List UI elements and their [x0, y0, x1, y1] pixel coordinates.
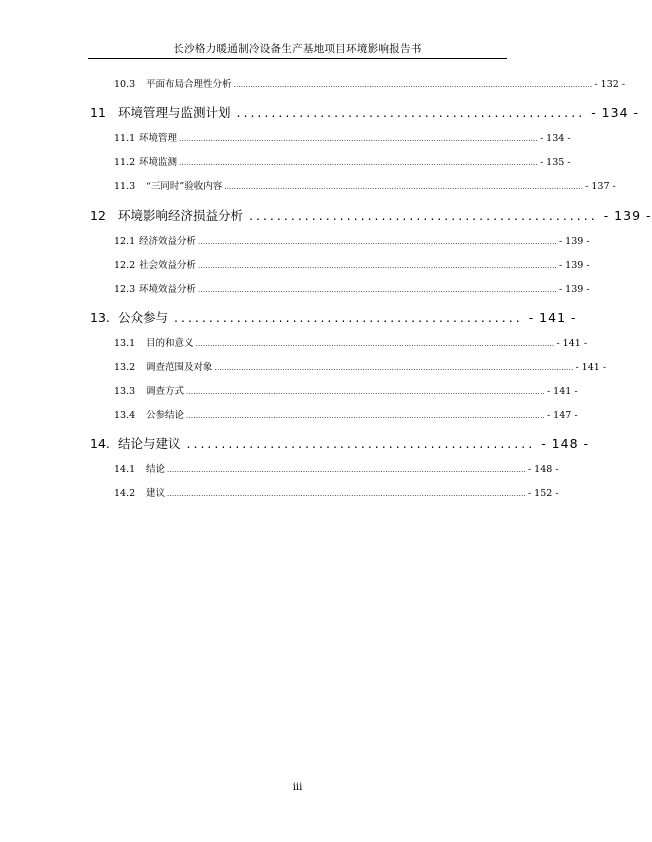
- toc-entry-page: - 139 -: [558, 260, 590, 271]
- toc-entry[interactable]: [114, 130, 571, 144]
- toc-entry[interactable]: [114, 359, 607, 373]
- dot-leader: ..................................................: [236, 105, 586, 120]
- dot-leader: ....................................................................................................................................................: [195, 340, 555, 348]
- toc-entry-number: 13.2: [114, 362, 136, 373]
- toc-entry-page: - 141 -: [546, 386, 578, 397]
- toc-entry-number: 11.1: [114, 133, 136, 144]
- toc-entry-number: 11.2: [114, 157, 136, 168]
- toc-entry[interactable]: [114, 233, 590, 247]
- toc-entry[interactable]: [114, 76, 626, 90]
- toc-entry-number: 13.4: [114, 410, 136, 421]
- toc-chapter-number: 13.: [90, 310, 110, 325]
- toc-chapter[interactable]: [90, 206, 652, 224]
- toc-entry-title: 调查范围及对象: [146, 362, 213, 373]
- toc-chapter-number: 14.: [90, 436, 110, 451]
- dot-leader: ....................................................................................................................................................: [179, 159, 538, 167]
- dot-leader: ....................................................................................................................................................: [167, 490, 526, 498]
- toc-entry-title: 社会效益分析: [139, 260, 197, 271]
- toc-chapter-title: 结论与建议: [118, 436, 181, 451]
- toc-entry-title: 平面布局合理性分析: [146, 79, 232, 90]
- dot-leader: ..................................................: [174, 310, 523, 325]
- toc-chapter-page: - 141 -: [528, 310, 577, 325]
- toc-entry-title: 环境管理: [139, 133, 178, 144]
- toc-entry[interactable]: [114, 257, 590, 271]
- toc-entry-number: 14.2: [114, 488, 136, 499]
- toc-entry-page: - 141 -: [556, 338, 588, 349]
- toc-chapter[interactable]: [90, 308, 577, 326]
- dot-leader: ....................................................................................................................................................: [198, 238, 557, 246]
- toc-entry-number: 13.1: [114, 338, 136, 349]
- toc-entry[interactable]: [114, 281, 590, 295]
- running-header: 长沙格力暖通制冷设备生产基地项目环境影响报告书: [173, 43, 422, 55]
- toc-chapter-number: 11: [90, 105, 106, 120]
- page-number: iii: [292, 782, 303, 793]
- toc-entry-number: 14.1: [114, 464, 136, 475]
- toc-chapter-page: - 134 -: [591, 105, 640, 120]
- toc-entry-title: 经济效益分析: [139, 236, 197, 247]
- dot-leader: ....................................................................................................................................................: [186, 412, 545, 420]
- toc-entry[interactable]: [114, 407, 578, 421]
- toc-entry-page: - 132 -: [594, 79, 626, 90]
- toc-entry-number: 13.3: [114, 386, 136, 397]
- dot-leader: ..................................................: [186, 436, 536, 451]
- toc-entry-number: 12.1: [114, 236, 136, 247]
- toc-entry-title: 目的和意义: [146, 338, 194, 349]
- dot-leader: ....................................................................................................................................................: [214, 364, 574, 372]
- dot-leader: ....................................................................................................................................................: [224, 183, 584, 191]
- toc-entry[interactable]: [114, 335, 588, 349]
- toc-entry-title: 环境监测: [139, 157, 178, 168]
- toc-entry-page: - 152 -: [527, 488, 559, 499]
- toc-entry[interactable]: [114, 178, 616, 192]
- toc-entry-number: 11.3: [114, 181, 136, 192]
- toc-chapter-page: - 148 -: [541, 436, 590, 451]
- toc-entry-page: - 134 -: [539, 133, 571, 144]
- toc-chapter-page: - 139 -: [603, 208, 652, 223]
- toc-chapter-title: 环境管理与监测计划: [118, 105, 231, 120]
- toc-entry-page: - 137 -: [585, 181, 616, 192]
- toc-entry-page: - 141 -: [575, 362, 607, 373]
- toc-entry-page: - 139 -: [558, 236, 590, 247]
- toc-entry[interactable]: [114, 154, 571, 168]
- toc-entry[interactable]: [114, 485, 559, 499]
- toc-entry[interactable]: [114, 461, 559, 475]
- dot-leader: ....................................................................................................................................................: [167, 466, 526, 474]
- toc-entry-title: 调查方式: [146, 386, 185, 397]
- toc-entry[interactable]: [114, 383, 578, 397]
- toc-entry-title: 公参结论: [146, 410, 185, 421]
- toc-entry-number: 10.3: [114, 79, 136, 90]
- toc-entry-page: - 148 -: [527, 464, 559, 475]
- toc-entry-title: “三同时”验收内容: [146, 181, 223, 192]
- dot-leader: ....................................................................................................................................................: [198, 286, 557, 294]
- toc-entry-page: - 147 -: [546, 410, 578, 421]
- dot-leader: ....................................................................................................................................................: [233, 81, 593, 89]
- dot-leader: ....................................................................................................................................................: [179, 135, 538, 143]
- toc-entry-number: 12.3: [114, 284, 136, 295]
- toc-entry-title: 环境效益分析: [139, 284, 197, 295]
- toc-chapter-title: 环境影响经济损益分析: [118, 208, 244, 223]
- toc-chapter[interactable]: [90, 434, 590, 452]
- toc-entry-page: - 135 -: [539, 157, 571, 168]
- dot-leader: ..................................................: [249, 208, 598, 223]
- toc-entry-title: 建议: [146, 488, 166, 499]
- toc-entry-page: - 139 -: [558, 284, 590, 295]
- toc-entry-title: 结论: [146, 464, 166, 475]
- dot-leader: ....................................................................................................................................................: [186, 388, 545, 396]
- toc-chapter-number: 12: [90, 208, 106, 223]
- toc-entry-number: 12.2: [114, 260, 136, 271]
- toc-chapter[interactable]: [90, 103, 640, 121]
- toc-chapter-title: 公众参与: [118, 310, 169, 325]
- dot-leader: ....................................................................................................................................................: [198, 262, 557, 270]
